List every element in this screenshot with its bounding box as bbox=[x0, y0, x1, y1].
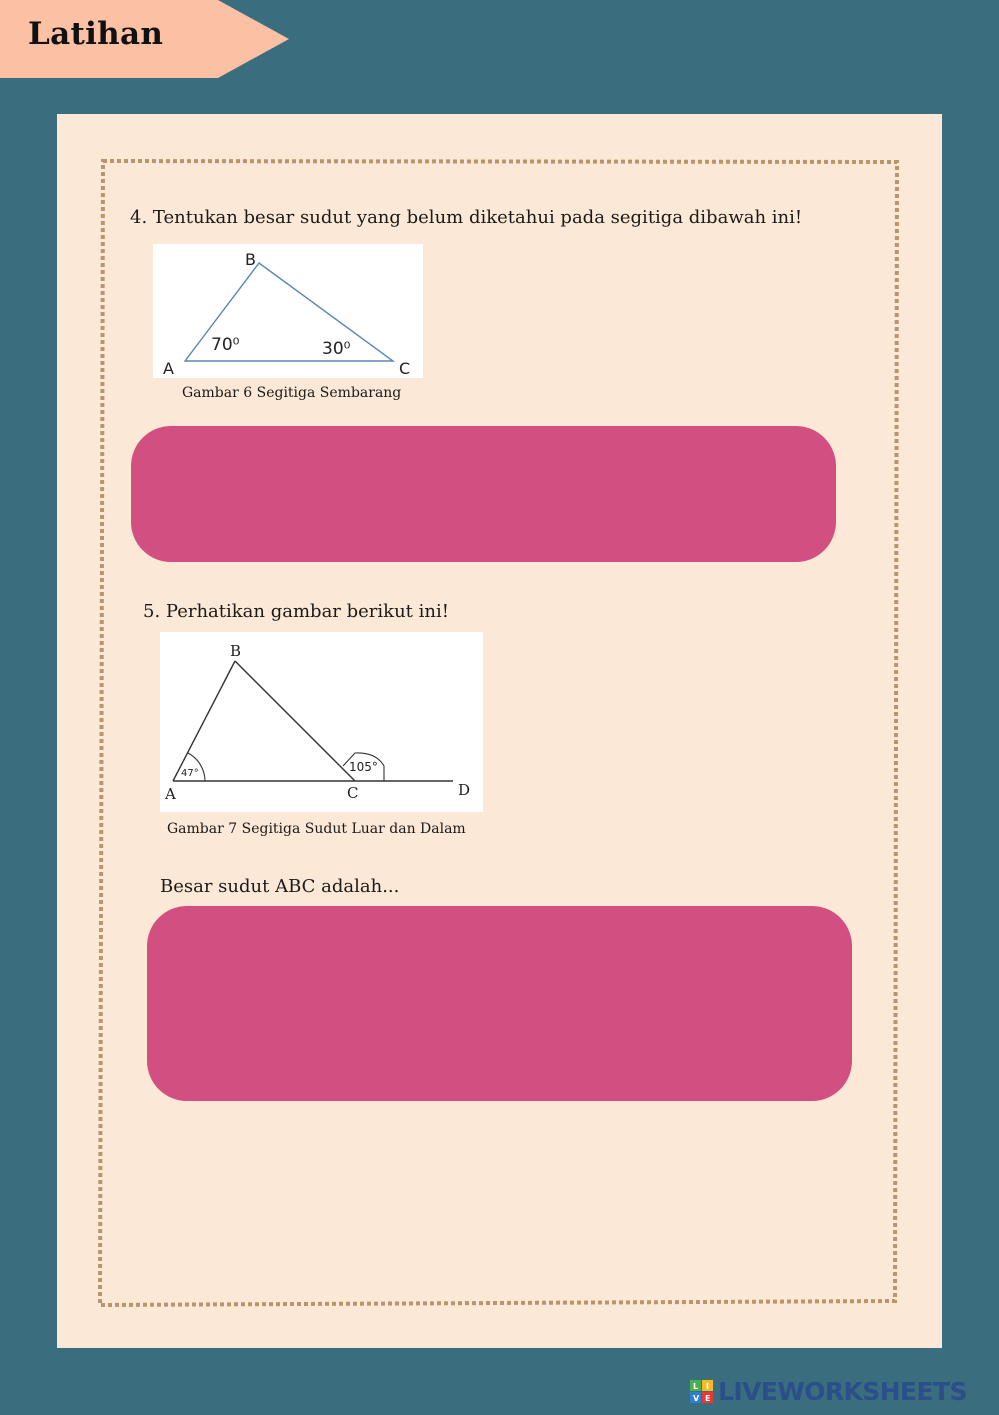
worksheet-paper bbox=[57, 114, 942, 1348]
liveworksheets-logo bbox=[690, 1377, 990, 1407]
figure-7-triangle bbox=[160, 632, 483, 812]
logo-tile-v: V bbox=[693, 1394, 700, 1403]
triangle-abc-diagram bbox=[153, 244, 423, 378]
fig6-angle-c: 30⁰ bbox=[322, 339, 351, 359]
answer-box-question-5[interactable] bbox=[147, 906, 852, 1101]
fig7-angle-exterior: 105° bbox=[349, 760, 378, 774]
logo-tile-i: I bbox=[706, 1382, 709, 1391]
fig6-label-c: C bbox=[399, 359, 411, 378]
fig7-angle-a: 47° bbox=[181, 768, 199, 779]
fig7-label-d: D bbox=[458, 781, 471, 799]
figure-6-triangle bbox=[153, 244, 423, 378]
logo-wordmark: LIVEWORKSHEETS bbox=[718, 1377, 967, 1406]
page-title: Latihan bbox=[28, 16, 164, 52]
logo-tiles-icon bbox=[690, 1380, 714, 1404]
question-5-text: 5. Perhatikan gambar berikut ini! bbox=[143, 601, 449, 622]
logo-tile-e: E bbox=[705, 1394, 711, 1403]
question-4-text: 4. Tentukan besar sudut yang belum diketahui pada segitiga dibawah ini! bbox=[130, 207, 803, 228]
figure-7-caption: Gambar 7 Segitiga Sudut Luar dan Dalam bbox=[167, 821, 466, 837]
answer-box-question-4[interactable] bbox=[131, 426, 836, 562]
header-banner bbox=[0, 0, 289, 78]
fig7-label-a: A bbox=[165, 785, 176, 803]
question-5-prompt: Besar sudut ABC adalah... bbox=[160, 876, 400, 897]
fig7-label-c: C bbox=[347, 784, 359, 802]
fig6-angle-a: 70⁰ bbox=[211, 335, 240, 355]
fig7-label-b: B bbox=[230, 642, 242, 660]
triangle-exterior-angle-diagram bbox=[160, 632, 483, 812]
logo-tile-l: L bbox=[693, 1382, 699, 1391]
fig6-label-b: B bbox=[245, 250, 256, 269]
fig6-label-a: A bbox=[163, 359, 174, 378]
figure-6-caption: Gambar 6 Segitiga Sembarang bbox=[182, 385, 402, 401]
